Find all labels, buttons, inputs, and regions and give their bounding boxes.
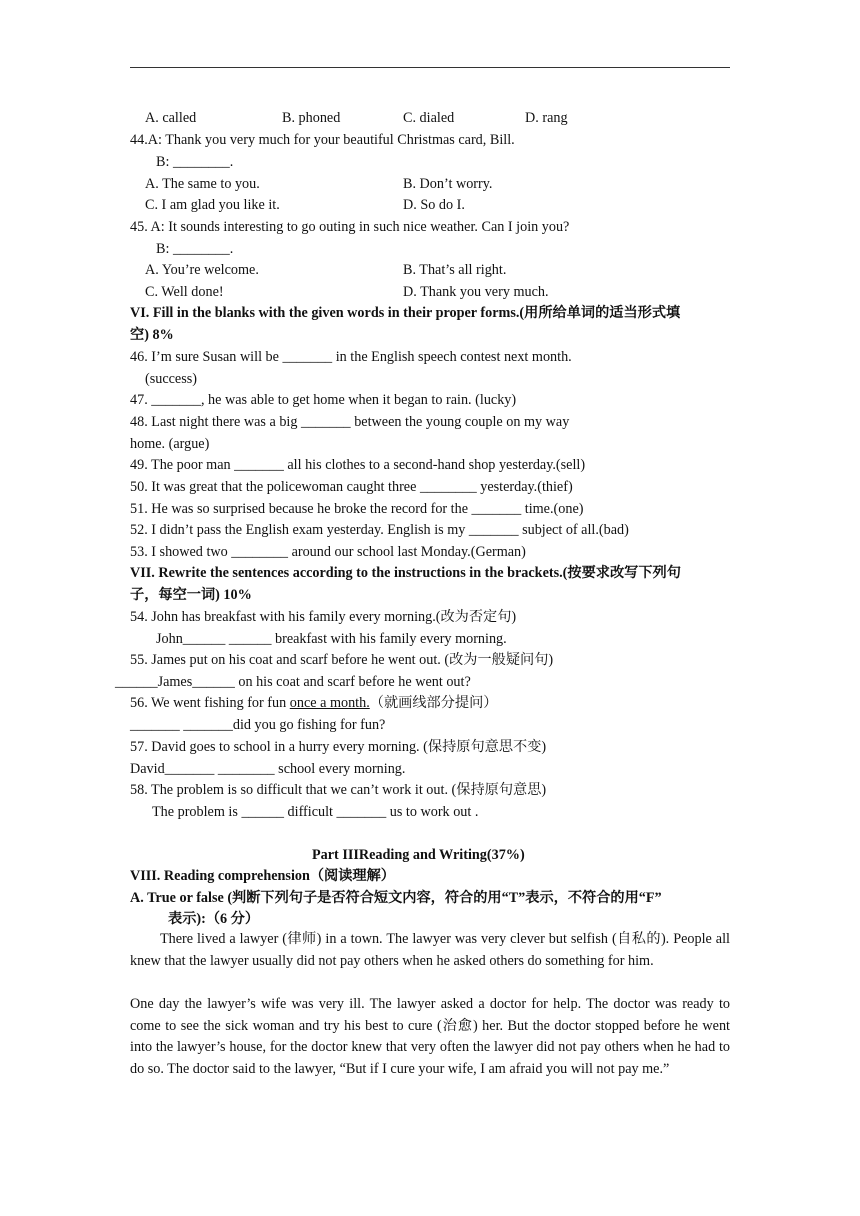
- q46-line1: 46. I’m sure Susan will be _______ in the English speech contest next month.: [130, 349, 572, 365]
- q56-suffix: （就画线部分提问）: [369, 695, 498, 711]
- q56-prefix: 56. We went fishing for fun: [130, 695, 290, 711]
- q43-option-a: A. called: [145, 110, 197, 126]
- q44-option-d: D. So do I.: [403, 197, 465, 213]
- q55-line2: ______James______ on his coat and scarf before he went out?: [115, 674, 471, 690]
- q53: 53. I showed two ________ around our school last Monday.(German): [130, 544, 526, 560]
- passage-paragraph-1: There lived a lawyer (律师) in a town. The lawyer was very clever but selfish (自私的). People all knew that the lawyer usually did not pay others when he asked others do something for him.: [130, 931, 730, 969]
- q44-option-a: A. The same to you.: [145, 176, 260, 192]
- q56-underlined-phrase: once a month.: [289, 695, 370, 711]
- q57-line2: David_______ ________ school every morning.: [130, 761, 406, 777]
- q49: 49. The poor man _______ all his clothes to a second-hand shop yesterday.(sell): [130, 457, 586, 473]
- q46-line2: (success): [145, 371, 197, 387]
- q50: 50. It was great that the policewoman caught three ________ yesterday.(thief): [130, 479, 573, 495]
- section-7-title-line1: VII. Rewrite the sentences according to the instructions in the brackets.(按要求改写下列句: [130, 565, 681, 581]
- q44-reply: B: ________.: [156, 154, 234, 170]
- passage-paragraph-2: One day the lawyer’s wife was very ill. The lawyer asked a doctor for help. The doctor was ready to come to see the sick woman and try his best to cure (治愈) her. But the doctor stopped before he went into the lawyer’s house, for the doctor knew that very often the lawyer did not pay others when he had to do so. The doctor said to the lawyer, “But if I cure your wife, I am afraid you will not pay me.”: [130, 996, 730, 1078]
- q43-option-d: D. rang: [525, 110, 568, 126]
- q58-line1: 58. The problem is so difficult that we can’t work it out. (保持原句意思): [130, 782, 547, 798]
- section-8-title: VIII. Reading comprehension（阅读理解）: [130, 868, 395, 884]
- section-a-title-line1: A. True or false (判断下列句子是否符合短文内容，符合的用“T”表示，不符合的用“F”: [130, 890, 662, 906]
- q56-line1: [130, 694, 497, 712]
- section-7-title-line2: 子，每空一词) 10%: [130, 587, 252, 603]
- q47: 47. _______, he was able to get home when it began to rain. (lucky): [130, 392, 517, 408]
- q45-option-a: A. You’re welcome.: [145, 262, 259, 278]
- q44-option-b: B. Don’t worry.: [403, 176, 493, 192]
- q58-line2: The problem is ______ difficult _______ us to work out .: [152, 804, 479, 820]
- section-6-title-line2: 空) 8%: [130, 327, 174, 343]
- q57-line1: 57. David goes to school in a hurry every morning. (保持原句意思不变): [130, 739, 547, 755]
- q45-reply: B: ________.: [156, 241, 234, 257]
- q45-option-d: D. Thank you very much.: [403, 284, 549, 300]
- part-3-title: Part IIIReading and Writing(37%): [312, 847, 525, 863]
- q44-stem: 44.A: Thank you very much for your beautiful Christmas card, Bill.: [130, 132, 515, 148]
- q48-line2: home. (argue): [130, 436, 210, 452]
- q55-line1: 55. James put on his coat and scarf before he went out. (改为一般疑问句): [130, 652, 554, 668]
- q45-option-b: B. That’s all right.: [403, 262, 507, 278]
- q56-line2: _______ _______did you go fishing for fun?: [130, 717, 386, 733]
- q43-option-b: B. phoned: [282, 110, 341, 126]
- q51: 51. He was so surprised because he broke the record for the _______ time.(one): [130, 501, 584, 517]
- section-6-title-line1: VI. Fill in the blanks with the given words in their proper forms.(用所给单词的适当形式填: [130, 305, 681, 321]
- q45-stem: 45. A: It sounds interesting to go outing in such nice weather. Can I join you?: [130, 219, 570, 235]
- q52: 52. I didn’t pass the English exam yesterday. English is my _______ subject of all.(bad): [130, 522, 629, 538]
- q48-line1: 48. Last night there was a big _______ between the young couple on my way: [130, 414, 570, 430]
- header-rule: [130, 67, 730, 68]
- section-a-title-line2: 表示):（6 分）: [168, 911, 260, 927]
- q45-option-c: C. Well done!: [145, 284, 224, 300]
- q54-line1: 54. John has breakfast with his family every morning.(改为否定句): [130, 609, 517, 625]
- q54-line2: John______ ______ breakfast with his family every morning.: [156, 631, 507, 647]
- q43-option-c: C. dialed: [403, 110, 455, 126]
- q44-option-c: C. I am glad you like it.: [145, 197, 280, 213]
